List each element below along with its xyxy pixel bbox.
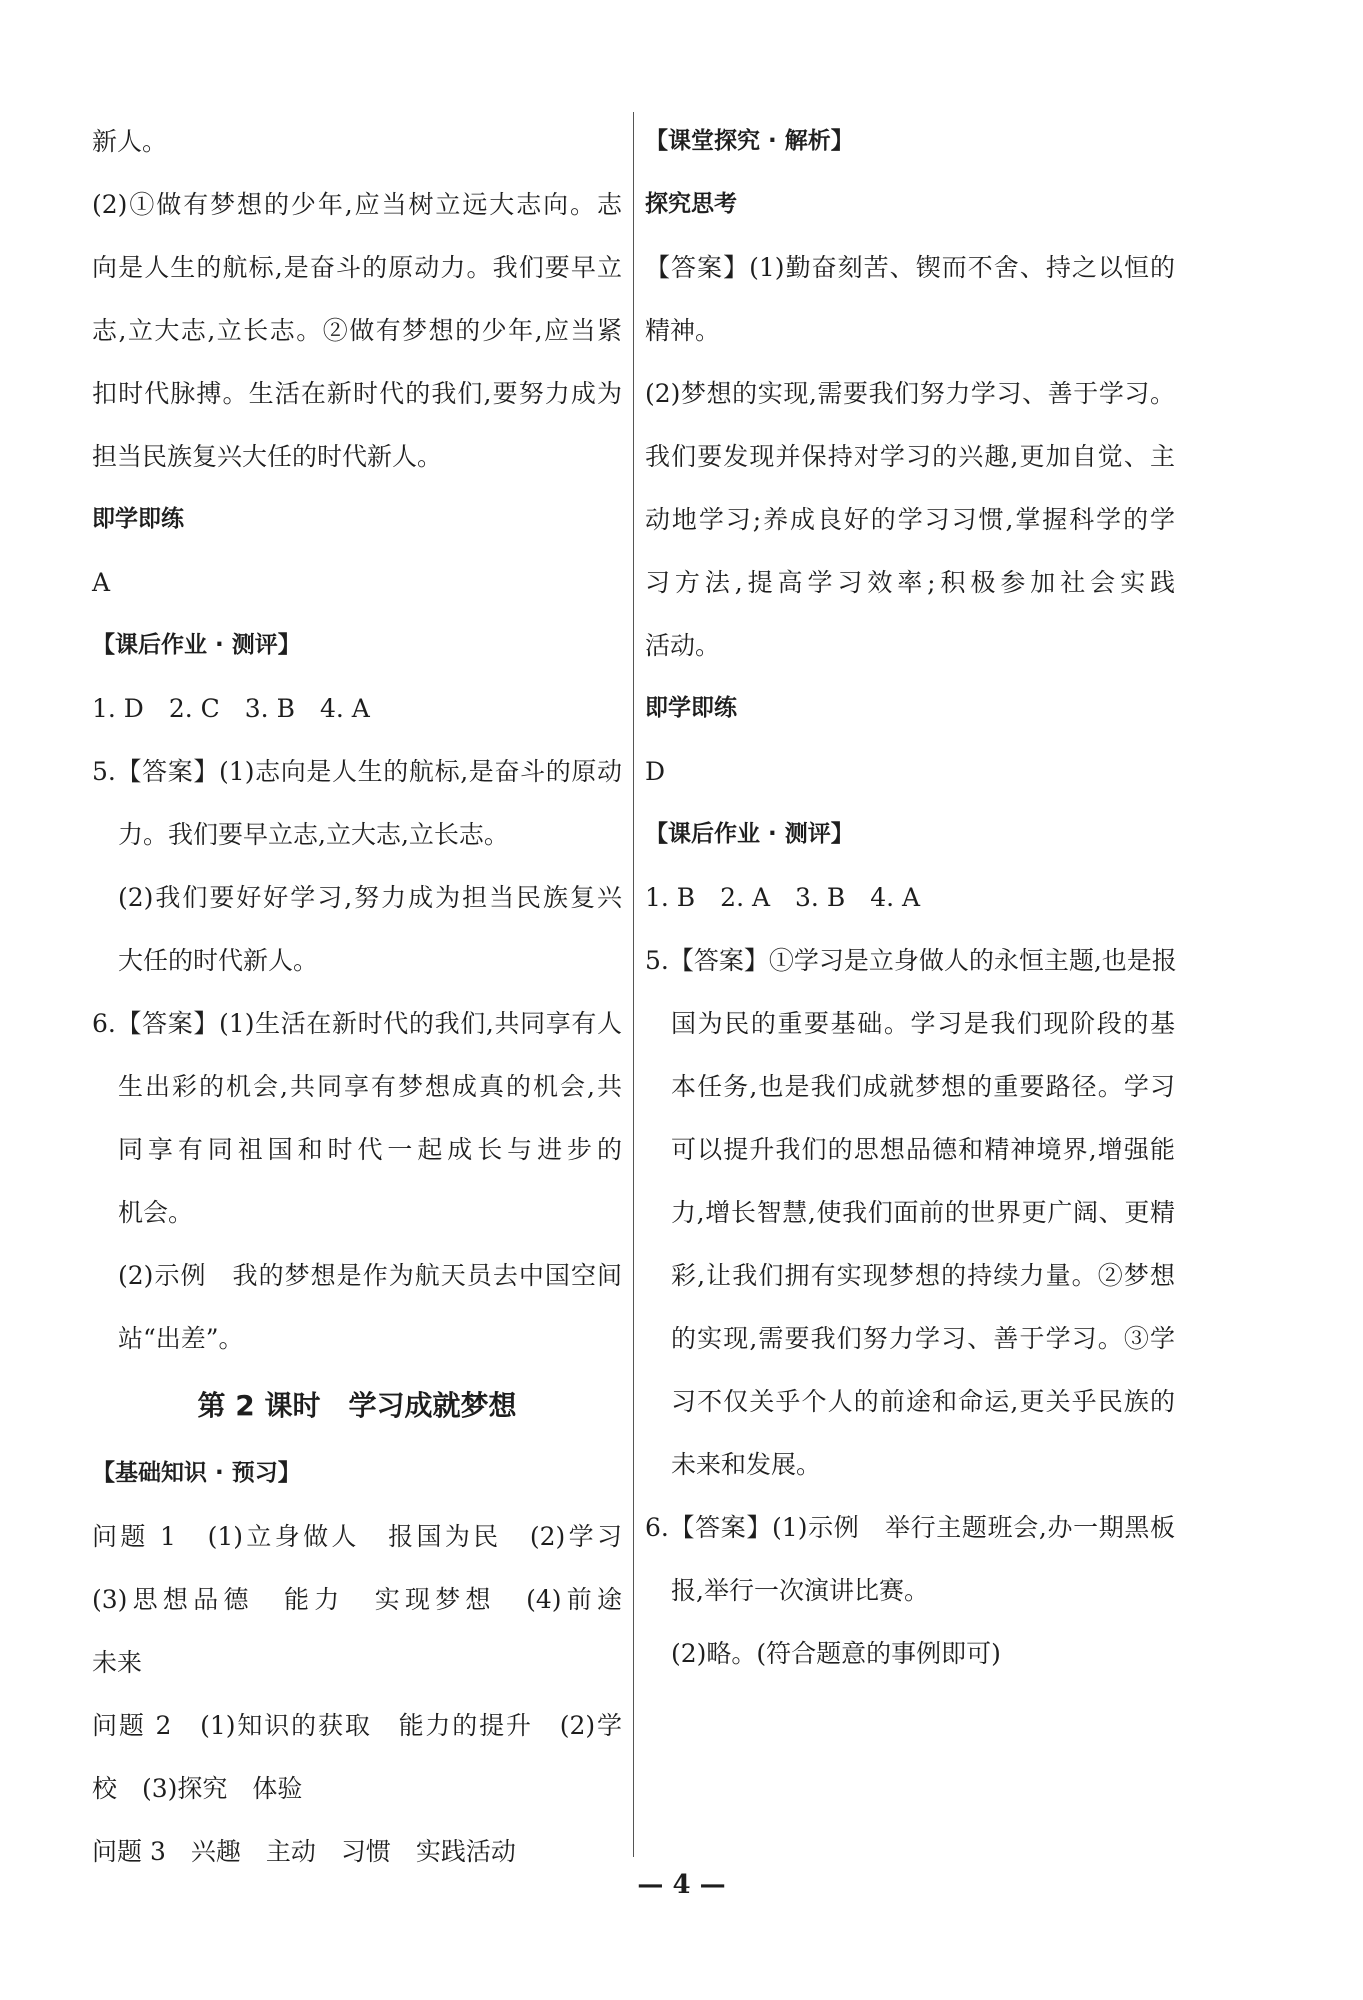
right-line-24: (2)略。(符合题意的事例即可) [671, 1639, 1001, 1668]
left-line-26: 校 (3)探究 体验 [92, 1774, 303, 1803]
right-line-2: 【答案】(1)勤奋刻苦、锲而不舍、持之以恒的 [645, 253, 1175, 282]
right-line-10: D [645, 757, 666, 786]
left-line-17: 机会。 [118, 1198, 194, 1227]
right-line-1: 探究思考 [645, 191, 737, 217]
right-line-7: 习方法,提高学习效率;积极参加社会实践 [645, 568, 1175, 597]
left-line-8: 【课后作业 · 测评】 [92, 632, 301, 658]
left-line-11: 力。我们要早立志,立大志,立长志。 [118, 820, 509, 849]
left-line-16: 同享有同祖国和时代一起成长与进步的 [118, 1135, 622, 1164]
right-line-9: 即学即练 [645, 695, 737, 721]
left-line-23: (3)思想品德 能力 实现梦想 (4)前途 [92, 1585, 622, 1614]
right-line-19: 的实现,需要我们努力学习、善于学习。③学 [671, 1324, 1175, 1353]
left-line-15: 生出彩的机会,共同享有梦想成真的机会,共 [118, 1072, 622, 1101]
right-line-13: 5.【答案】①学习是立身做人的永恒主题,也是报 [645, 946, 1177, 975]
left-column [92, 110, 622, 1883]
right-line-14: 国为民的重要基础。学习是我们现阶段的基 [671, 1009, 1175, 1038]
right-line-22: 6.【答案】(1)示例 举行主题班会,办一期黑板 [645, 1513, 1175, 1542]
left-line-13: 大任的时代新人。 [118, 946, 319, 975]
right-line-23: 报,举行一次演讲比赛。 [671, 1576, 929, 1605]
left-line-19: 站“出差”。 [118, 1324, 244, 1353]
right-line-11: 【课后作业 · 测评】 [645, 821, 854, 847]
left-line-14: 6.【答案】(1)生活在新时代的我们,共同享有人 [92, 1009, 622, 1038]
column-divider [633, 112, 634, 1857]
left-line-4: 扣时代脉搏。生活在新时代的我们,要努力成为 [92, 379, 622, 408]
left-line-22: 问题 1 (1)立身做人 报国为民 (2)学习 [92, 1522, 622, 1551]
left-line-27: 问题 3 兴趣 主动 习惯 实践活动 [92, 1837, 516, 1866]
right-line-20: 习不仅关乎个人的前途和命运,更关乎民族的 [671, 1387, 1175, 1416]
left-line-20: 第 2 课时 学习成就梦想 [197, 1389, 517, 1422]
right-line-18: 彩,让我们拥有实现梦想的持续力量。②梦想 [671, 1261, 1175, 1290]
left-line-6: 即学即练 [92, 506, 184, 532]
left-line-18: (2)示例 我的梦想是作为航天员去中国空间 [118, 1261, 622, 1290]
left-line-25: 问题 2 (1)知识的获取 能力的提升 (2)学 [92, 1711, 622, 1740]
right-line-17: 力,增长智慧,使我们面前的世界更广阔、更精 [671, 1198, 1175, 1227]
left-line-21: 【基础知识 · 预习】 [92, 1460, 301, 1486]
right-column [645, 110, 1175, 1685]
right-line-8: 活动。 [645, 631, 721, 660]
left-line-10: 5.【答案】(1)志向是人生的航标,是奋斗的原动 [92, 757, 622, 786]
right-line-5: 我们要发现并保持对学习的兴趣,更加自觉、主 [645, 442, 1175, 471]
right-line-3: 精神。 [645, 316, 721, 345]
right-line-12: 1. B 2. A 3. B 4. A [645, 883, 921, 912]
left-line-9: 1. D 2. C 3. B 4. A [92, 694, 370, 723]
left-line-2: 向是人生的航标,是奋斗的原动力。我们要早立 [92, 253, 622, 282]
left-line-1: (2)①做有梦想的少年,应当树立远大志向。志 [92, 190, 622, 219]
left-line-5: 担当民族复兴大任的时代新人。 [92, 442, 443, 471]
left-line-0: 新人。 [92, 127, 168, 156]
page-number: — 4 — [637, 1870, 726, 1900]
right-line-21: 未来和发展。 [671, 1450, 822, 1479]
left-line-24: 未来 [92, 1648, 143, 1677]
right-line-16: 可以提升我们的思想品德和精神境界,增强能 [671, 1135, 1175, 1164]
right-line-4: (2)梦想的实现,需要我们努力学习、善于学习。 [645, 379, 1175, 408]
right-line-0: 【课堂探究 · 解析】 [645, 128, 854, 154]
left-line-12: (2)我们要好好学习,努力成为担当民族复兴 [118, 883, 622, 912]
left-line-7: A [92, 568, 111, 597]
right-line-6: 动地学习;养成良好的学习习惯,掌握科学的学 [645, 505, 1175, 534]
right-line-15: 本任务,也是我们成就梦想的重要路径。学习 [671, 1072, 1175, 1101]
left-line-3: 志,立大志,立长志。②做有梦想的少年,应当紧 [92, 316, 622, 345]
